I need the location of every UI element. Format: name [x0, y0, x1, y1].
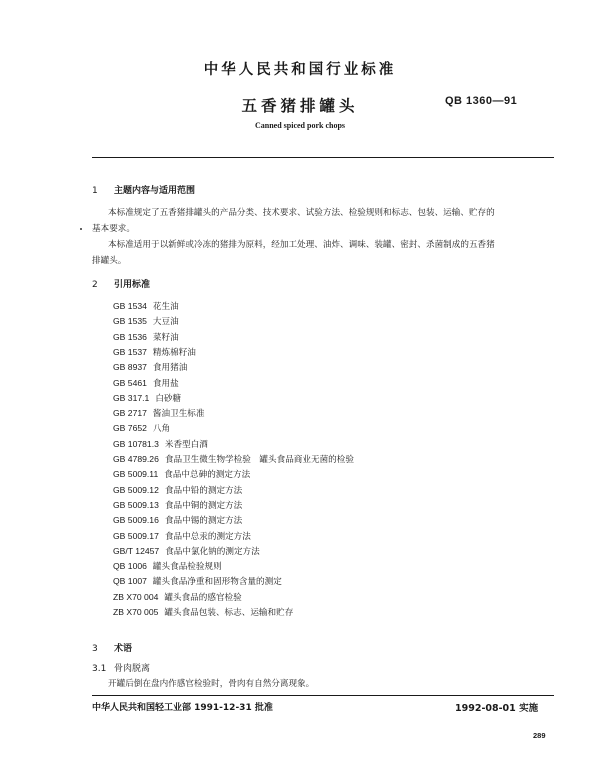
reference-name: 食品中锡的测定方法 [164, 516, 243, 527]
reference-item [113, 300, 179, 312]
subsection-3-1-heading [92, 661, 150, 674]
section-3-number: 3 [92, 644, 98, 654]
reference-code: GB 5461 [113, 377, 147, 388]
reference-item [113, 591, 242, 603]
reference-code: GB 1534 [113, 301, 147, 311]
ministry-title: 中华人民共和国行业标准 [203, 62, 397, 78]
reference-code: QB 1007 [113, 576, 147, 587]
reference-name: 八角 [152, 424, 171, 435]
reference-name: 食品中铜的测定方法 [164, 500, 243, 511]
reference-item [113, 499, 242, 511]
reference-name: 花生油 [152, 302, 179, 312]
reference-code: QB 1006 [113, 561, 147, 572]
reference-item [113, 560, 222, 572]
header-divider [92, 157, 554, 158]
reference-code: GB 10781.3 [113, 438, 159, 449]
section-1-para-2-line-2: 排罐头。 [92, 256, 127, 266]
section-1-heading [92, 183, 195, 196]
reference-item [113, 392, 181, 404]
reference-item [113, 361, 187, 373]
reference-item [113, 545, 260, 557]
reference-code: GB 2717 [113, 408, 147, 419]
reference-item [113, 514, 242, 526]
implementation-date: 1992-08-01 实施 [455, 703, 539, 714]
reference-code: GB 7652 [113, 423, 147, 434]
reference-name: 精炼棉籽油 [152, 347, 196, 358]
section-2-heading [92, 277, 150, 290]
reference-code: GB 5009.13 [113, 499, 159, 510]
reference-item [113, 346, 196, 358]
section-3-title: 术语 [114, 644, 133, 654]
section-1-title: 主题内容与适用范围 [114, 186, 196, 196]
subsection-3-1-number: 3.1 [92, 664, 107, 674]
reference-name: 大豆油 [152, 317, 179, 328]
reference-name: 食品中氯化钠的测定方法 [165, 546, 260, 557]
reference-code: GB 317.1 [113, 392, 150, 403]
reference-code: GB 8937 [113, 362, 147, 373]
reference-name: 食品中总汞的测定方法 [164, 531, 251, 542]
reference-code: ZB X70 005 [113, 607, 159, 617]
reference-code: GB 4789.26 [113, 454, 159, 464]
section-2-title: 引用标准 [114, 280, 151, 290]
reference-item [113, 315, 179, 327]
reference-name: 罐头食品检验规则 [152, 562, 222, 573]
reference-name: 食用猪油 [152, 363, 188, 374]
page-number: 289 [533, 731, 546, 740]
reference-item [113, 575, 282, 587]
reference-code: GB 1535 [113, 316, 147, 327]
standard-code: QB 1360—91 [445, 95, 518, 107]
reference-code: GB 1536 [113, 331, 147, 342]
section-2-number: 2 [92, 280, 98, 290]
reference-name: 罐头食品净重和固形物含量的测定 [152, 577, 282, 588]
reference-item [113, 438, 208, 450]
approval-line: 中华人民共和国轻工业部 1991-12-31 批准 [92, 703, 273, 713]
scan-speck [80, 228, 82, 230]
footer-divider [92, 695, 554, 696]
reference-item [113, 377, 179, 389]
section-1-para-1-line-1: 本标准规定了五香猪排罐头的产品分类、技术要求、试验方法、检验规则和标志、包装、运输、贮存的 [108, 208, 495, 218]
reference-code: GB 5009.11 [113, 469, 159, 480]
reference-name: 食品中总砷的测定方法 [164, 470, 251, 481]
section-1-para-1-line-2: 基本要求。 [92, 224, 135, 234]
reference-item [113, 407, 205, 419]
reference-name: 罐头食品的感官检验 [164, 592, 242, 603]
section-1-number: 1 [92, 186, 98, 196]
reference-item [113, 331, 179, 343]
reference-code: GB 5009.17 [113, 530, 159, 541]
reference-name: 菜籽油 [152, 332, 179, 343]
subsection-3-1-text: 开罐后倒在盘内作感官检验时，骨肉有自然分离现象。 [108, 679, 315, 689]
section-1-para-2-line-1: 本标准适用于以新鲜或冷冻的猪排为原料，经加工处理、油炸、调味、装罐、密封、杀菌制成的五香猪 [108, 240, 495, 250]
reference-item [113, 530, 251, 542]
reference-name: 食品卫生微生物学检验 罐头食品商业无菌的检验 [164, 455, 354, 465]
reference-code: ZB X70 004 [113, 591, 159, 602]
reference-item [113, 484, 242, 496]
reference-item [113, 453, 354, 465]
reference-code: GB 1537 [113, 346, 147, 357]
subsection-3-1-title: 骨肉脱离 [114, 664, 151, 674]
reference-item [113, 422, 170, 434]
english-subtitle: Canned spiced pork chops [254, 121, 346, 130]
reference-name: 食品中铅的测定方法 [164, 485, 243, 496]
section-3-heading [92, 641, 132, 654]
document-title: 五香猪排罐头 [241, 97, 359, 115]
reference-code: GB 5009.16 [113, 515, 159, 526]
reference-name: 米香型白酒 [164, 439, 208, 450]
reference-code: GB 5009.12 [113, 484, 159, 495]
reference-code: GB/T 12457 [113, 545, 160, 556]
reference-name: 食用盐 [152, 378, 179, 389]
reference-name: 罐头食品包装、标志、运输和贮存 [164, 608, 294, 618]
reference-name: 白砂糖 [155, 393, 182, 404]
reference-name: 酱油卫生标准 [152, 409, 205, 420]
reference-item [113, 606, 293, 618]
reference-item [113, 468, 250, 480]
